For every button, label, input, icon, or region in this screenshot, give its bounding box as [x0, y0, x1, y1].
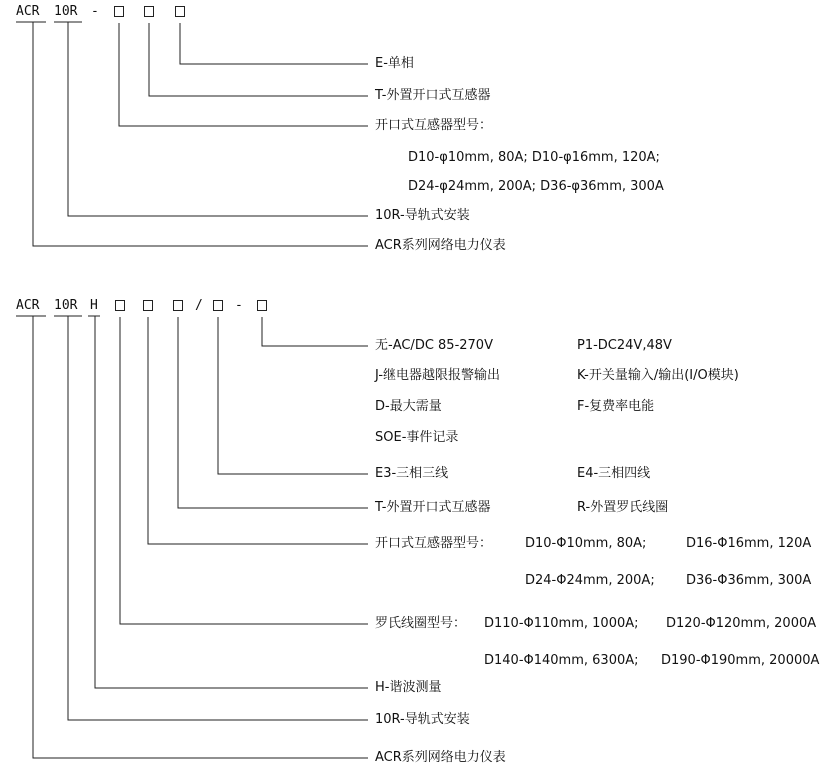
code-box-rogowski-2 [115, 300, 125, 311]
code-acr-2: ACR [16, 298, 40, 313]
label-ct-model-1: 开口式互感器型号： [375, 118, 493, 133]
code-slash-2: / [195, 298, 203, 313]
label-k-io-module: K-开关量输入/输出(I/O模块) [577, 368, 739, 383]
code-box-t-1 [144, 6, 154, 17]
label-ct-d10: D10-Φ10mm, 80A; [525, 536, 647, 551]
code-box-ct-2 [143, 300, 153, 311]
label-rogowski-model: 罗氏线圈型号： [375, 616, 467, 631]
label-rogowski-d140: D140-Φ140mm, 6300A; [484, 653, 639, 668]
label-t-external-ct-1: T-外置开口式互感器 [375, 88, 491, 103]
code-h-2: H [90, 298, 98, 313]
label-10r-rail-2: 10R-导轨式安装 [375, 712, 470, 727]
label-ct-spec-line-2: D24-φ24mm, 200A; D36-φ36mm, 300A [408, 179, 664, 194]
code-10r-2: 10R [54, 298, 78, 313]
code-dash-1: - [91, 4, 99, 19]
code-acr-1: ACR [16, 4, 40, 19]
label-e-single-phase: E-单相 [375, 56, 414, 71]
code-dash-2: - [235, 298, 243, 313]
code-box-wiring-2 [213, 300, 223, 311]
label-10r-rail-1: 10R-导轨式安装 [375, 208, 470, 223]
label-e3-three-phase-three-wire: E3-三相三线 [375, 466, 449, 481]
label-acr-series-2: ACR系列网络电力仪表 [375, 750, 506, 765]
code-10r-1: 10R [54, 4, 78, 19]
label-acr-series-1: ACR系列网络电力仪表 [375, 238, 506, 253]
code-box-option-2 [257, 300, 267, 311]
label-ct-spec-line-1: D10-φ10mm, 80A; D10-φ16mm, 120A; [408, 150, 660, 165]
label-ct-d24: D24-Φ24mm, 200A; [525, 573, 655, 588]
label-t-external-ct-2: T-外置开口式互感器 [375, 500, 491, 515]
code-box-e-1 [175, 6, 185, 17]
label-f-multi-rate: F-复费率电能 [577, 399, 655, 414]
label-d-max-demand: D-最大需量 [375, 399, 442, 414]
label-j-relay-alarm: J-继电器越限报警输出 [375, 368, 501, 383]
label-h-harmonic: H-谐波测量 [375, 680, 442, 695]
label-e4-three-phase-four-wire: E4-三相四线 [577, 466, 651, 481]
label-rogowski-d110: D110-Φ110mm, 1000A; [484, 616, 639, 631]
code-box-sensor-2 [173, 300, 183, 311]
label-p1-power: P1-DC24V,48V [577, 338, 672, 353]
label-soe-event-record: SOE-事件记录 [375, 430, 459, 445]
label-ct-d36: D36-Φ36mm, 300A [686, 573, 812, 588]
label-ct-model-2: 开口式互感器型号： [375, 536, 493, 551]
label-rogowski-d190: D190-Φ190mm, 20000A [661, 653, 820, 668]
label-rogowski-d120: D120-Φ120mm, 2000A [666, 616, 817, 631]
label-ct-d16: D16-Φ16mm, 120A [686, 536, 812, 551]
label-r-rogowski-coil: R-外置罗氏线圈 [577, 500, 669, 515]
code-box-ct-1 [114, 6, 124, 17]
label-no-option-power: 无-AC/DC 85-270V [375, 338, 493, 353]
